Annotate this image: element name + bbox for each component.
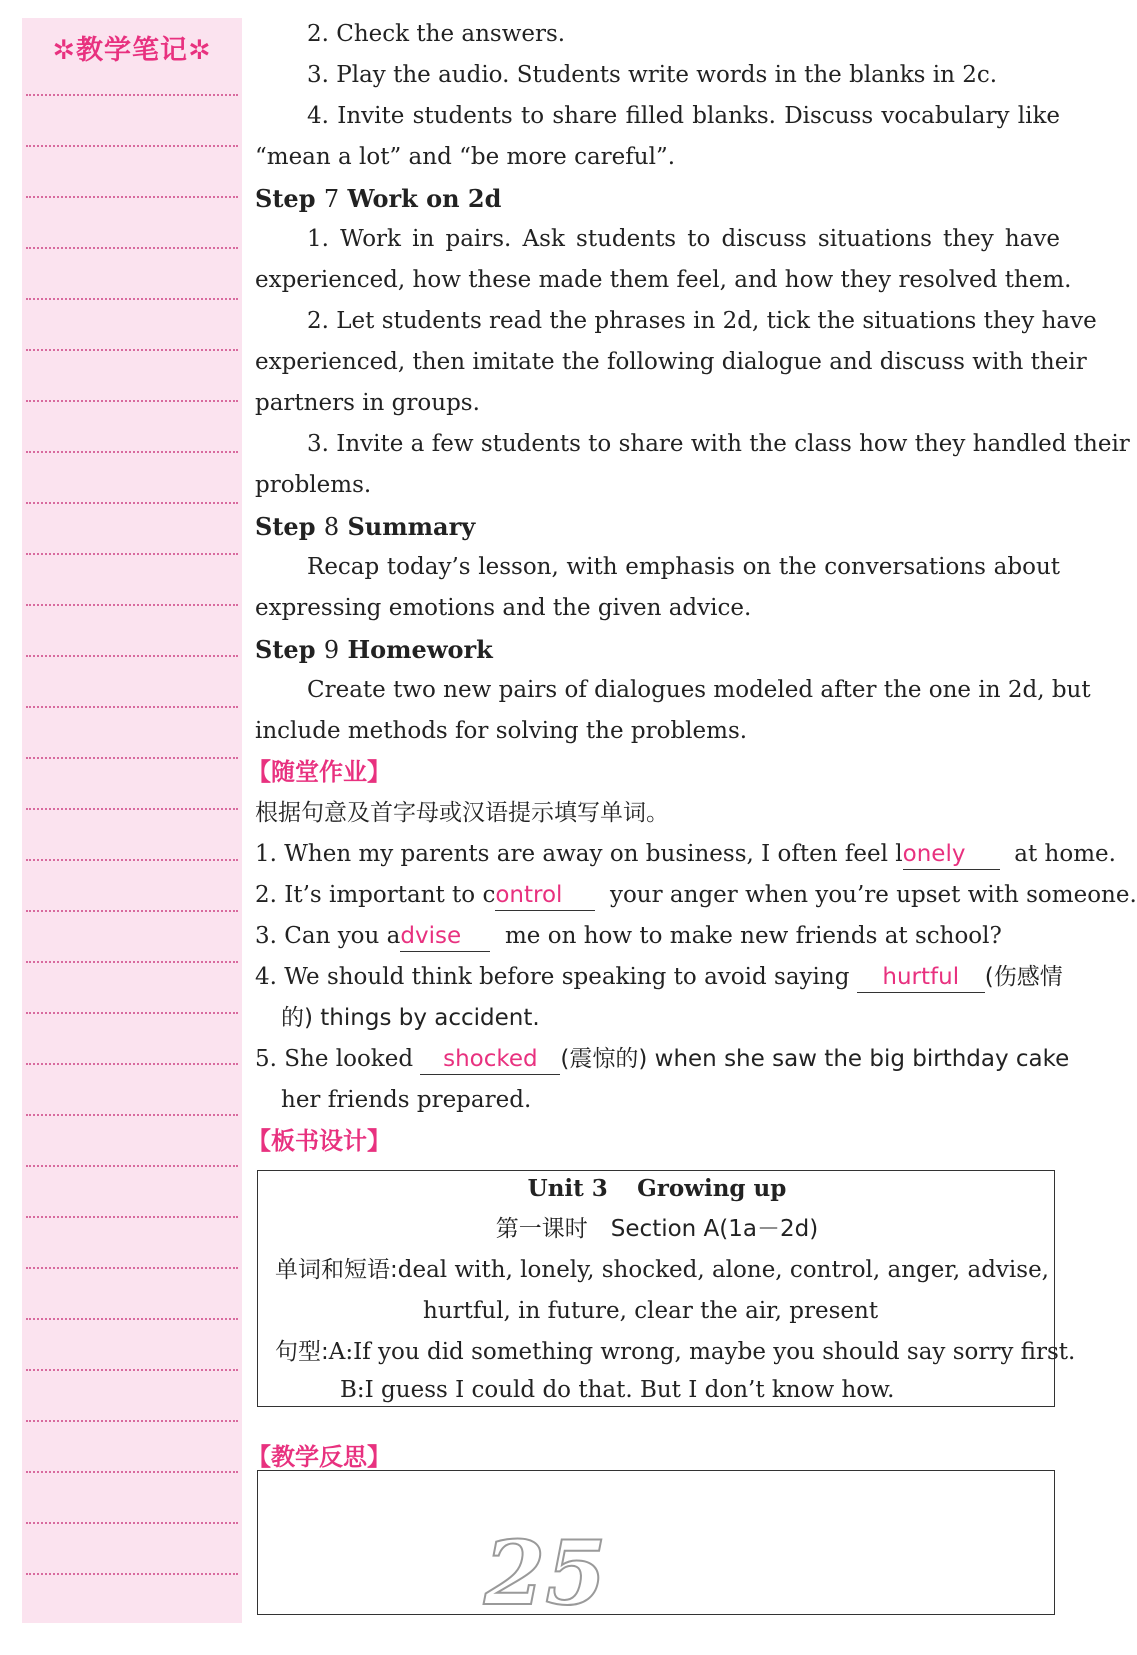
exercise-question-5 [255,1039,1070,1080]
note-line [26,1267,238,1269]
note-line [26,1216,238,1218]
board-pattern [275,1332,1076,1373]
answer: onely [902,841,966,867]
step6-item4: 4. Invite students to share filled blanks. Discuss vocabulary like [307,103,1060,129]
step7-item1: 1. Work in pairs. Ask students to discuss situations they have [307,226,1060,252]
step9-heading [255,629,1060,670]
step9-text: Create two new pairs of dialogues modeled after the one in 2d, but [307,677,1091,703]
note-line [26,1165,238,1167]
exercise-question-2 [255,875,1137,916]
note-line [26,1012,238,1014]
step6-item4-cont: “mean a lot” and “be more careful”. [255,144,676,170]
note-line [26,910,238,912]
step-number: 7 [323,185,340,213]
step8-heading [255,506,1060,547]
question-text: 2. It’s important to c [255,882,496,908]
note-line [26,604,238,606]
exercise-question-3 [255,916,1060,957]
step-title: Work on 2d [347,184,502,213]
step-title: Summary [347,512,476,541]
answer: hurtful [882,964,960,990]
note-line [26,706,238,708]
note-line [26,808,238,810]
note-line [26,1114,238,1116]
note-line [26,961,238,963]
answer-blank [903,839,1000,870]
sidebar-title: ✲教学笔记✲ [52,35,212,66]
board-title [258,1168,1056,1209]
note-line [26,859,238,861]
answer-blank [857,962,985,993]
note-line [26,1471,238,1473]
step8-text: Recap today’s lesson, with emphasis on the conversations about [307,554,1060,580]
question-text: 3. Can you a [255,923,401,949]
note-line [26,1420,238,1422]
exercise-heading: 【随堂作业】 [247,758,391,786]
exercise-question-4 [255,957,1063,998]
question-text: 5. She looked [255,1046,414,1072]
board-unit-name: Growing up [637,1175,787,1202]
step-number: 9 [323,636,340,664]
answer: dvise [400,923,462,949]
step6-item3: 3. Play the audio. Students write words in the blanks in 2c. [307,62,998,88]
note-line [26,655,238,657]
question-hint: (伤感情 [984,964,1063,990]
board-vocab [275,1250,1049,1291]
note-line [26,757,238,759]
note-line [26,1369,238,1371]
answer-blank [400,921,490,952]
answer-blank [495,880,595,911]
question-text: your anger when you’re upset with someone. [609,882,1137,908]
reflection-box[interactable] [257,1470,1055,1615]
exercise-instruction: 根据句意及首字母或汉语提示填写单词。 [255,800,669,826]
step7-heading [255,178,1060,219]
question-text: 1. When my parents are away on business, I often feel l [255,841,903,867]
question-hint: (震惊的) when she saw the big birthday cake [560,1046,1070,1072]
question-text: 4. We should think before speaking to avoid saying [255,964,850,990]
board-heading: 【板书设计】 [247,1127,391,1155]
step7-item3: 3. Invite a few students to share with the class how they handled their [307,431,1130,457]
step7-item2-cont: experienced, then imitate the following dialogue and discuss with their [255,349,1087,375]
vocab-list: deal with, lonely, shocked, alone, control, anger, advise, [397,1257,1049,1283]
pattern-label: 句型: [275,1339,329,1365]
pattern-sentence: A:If you did something wrong, maybe you should say sorry first. [328,1339,1076,1365]
note-line [26,94,238,96]
step7-item2: 2. Let students read the phrases in 2d, tick the situations they have [307,308,1097,334]
question-text: me on how to make new friends at school? [505,923,1002,949]
note-line [26,145,238,147]
step7-item2-cont2: partners in groups. [255,390,480,416]
page-number: 25 [484,1521,607,1625]
note-line [26,247,238,249]
note-line [26,196,238,198]
note-line [26,349,238,351]
step7-item1-cont: experienced, how these made them feel, and how they resolved them. [255,267,1072,293]
question-text: at home. [1014,841,1116,867]
step9-text-cont: include methods for solving the problems. [255,718,748,744]
note-line [26,400,238,402]
note-line [26,553,238,555]
note-line [26,1063,238,1065]
step-label: Step [255,512,316,541]
exercise-question-5-cont: her friends prepared. [281,1087,532,1113]
step6-item2: 2. Check the answers. [307,21,566,47]
board-unit: Unit 3 [527,1175,608,1202]
note-line [26,451,238,453]
answer-blank [420,1044,560,1075]
note-line [26,1522,238,1524]
answer: ontrol [495,882,563,908]
vocab-label: 单词和短语: [275,1257,398,1283]
board-subtitle: 第一课时 Section A(1a－2d) [495,1216,819,1242]
step-title: Homework [347,635,493,664]
exercise-question-1 [255,834,1116,875]
answer: shocked [443,1046,538,1072]
step8-text-cont: expressing emotions and the given advice. [255,595,752,621]
note-line [26,298,238,300]
board-vocab-cont: hurtful, in future, clear the air, present [423,1298,879,1324]
board-pattern-cont: B:I guess I could do that. But I don’t know how. [340,1377,895,1403]
step-number: 8 [323,513,340,541]
board-design-box [257,1170,1076,1407]
step7-item3-cont: problems. [255,472,372,498]
note-line [26,502,238,504]
notes-sidebar [22,18,242,1623]
note-line [26,1573,238,1575]
reflection-heading: 【教学反思】 [247,1443,391,1471]
step-label: Step [255,635,316,664]
step-label: Step [255,184,316,213]
note-line [26,1318,238,1320]
exercise-question-4-cont: 的) things by accident. [281,1005,540,1031]
